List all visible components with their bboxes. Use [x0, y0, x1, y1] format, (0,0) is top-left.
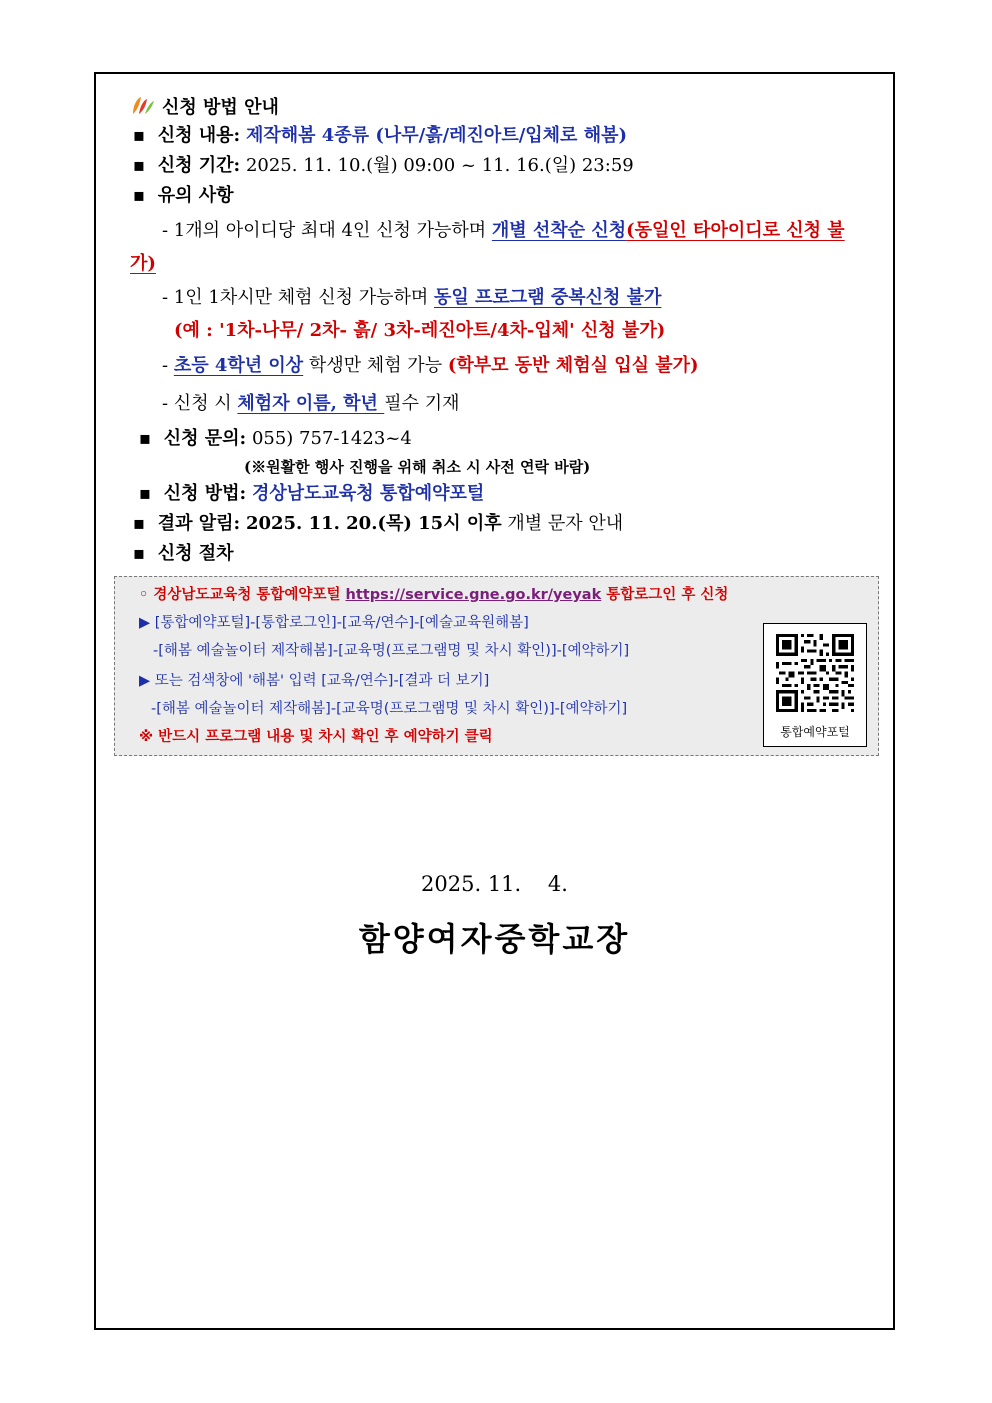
period-value: 2025. 11. 10.(월) 09:00 ~ 11. 16.(일) 23:59: [245, 155, 634, 176]
bullet: ▪: [138, 428, 152, 449]
panel-line-4: ▶ 또는 검색창에 '해봄' 입력 [교육/연수]-[결과 더 보기]: [139, 673, 490, 689]
bullet: ▪: [138, 483, 152, 504]
signature: 함양여자중학교장: [358, 920, 631, 958]
note-3-highlight: 초등 4학년 이상: [173, 355, 304, 376]
bullet: ▪: [132, 155, 146, 176]
panel-line-3: -[해봄 예술놀이터 제작해봄]-[교육명(프로그램명 및 차시 확인)]-[예약하기]: [153, 643, 630, 659]
note-2-highlight: 동일 프로그램 중복신청 불가: [433, 287, 662, 308]
portal-link[interactable]: https://service.gne.go.kr/yeyak: [345, 587, 602, 603]
note-4-highlight: 체험자 이름, 학년: [237, 393, 385, 414]
note-2: - 1인 1차시만 체험 신청 가능하며 동일 프로그램 중복신청 불가: [162, 287, 662, 308]
method-value: 경상남도교육청 통합예약포털: [251, 483, 485, 504]
content-row: ▪ 신청 내용: 제작해봄 4종류 (나무/흙/레진아트/입체로 해봄): [126, 124, 627, 148]
method-row: ▪ 신청 방법: 경상남도교육청 통합예약포털: [132, 482, 484, 506]
panel-line-5: -[해봄 예술놀이터 제작해봄]-[교육명(프로그램명 및 차시 확인)]-[예약하기]: [151, 701, 628, 717]
panel-line-2: ▶ [통합예약포털]-[통합로그인]-[교육/연수]-[예술교육원해봄]: [139, 615, 529, 631]
qr-label: 통합예약포털: [780, 725, 850, 739]
content-value: 제작해봄 4종류 (나무/흙/레진아트/입체로 해봄): [245, 125, 627, 146]
result-row: ▪ 결과 알림: 2025. 11. 20.(목) 15시 이후 개별 문자 안내: [126, 512, 623, 536]
inquiry-row: ▪ 신청 문의: 055) 757-1423~4: [132, 427, 412, 451]
panel-line-6: ※ 반드시 프로그램 내용 및 차시 확인 후 예약하기 클릭: [139, 729, 493, 745]
document-date: 2025. 11. 4.: [421, 872, 568, 896]
note-1-cont: 가): [130, 253, 156, 274]
qr-code-icon: [776, 634, 854, 712]
note-1: - 1개의 아이디당 최대 4인 신청 가능하며 개별 선착순 신청(동일인 타아이디로 신청 불: [162, 220, 845, 241]
inquiry-note: (※원활한 행사 진행을 위해 취소 시 사전 연락 바람): [244, 458, 591, 476]
document-frame: [94, 72, 895, 1330]
procedure-row: ▪ 신청 절차: [126, 542, 234, 566]
period-row: ▪ 신청 기간: 2025. 11. 10.(월) 09:00 ~ 11. 16.(일) 23:59: [126, 154, 634, 178]
note-1-highlight: 개별 선착순 신청: [491, 220, 627, 241]
procedure-panel: [114, 576, 879, 756]
bullet: ▪: [132, 543, 146, 564]
leaf-icon: [130, 94, 156, 116]
bullet: ▪: [132, 513, 146, 534]
bullet: ▪: [132, 185, 146, 206]
note-4: - 신청 시 체험자 이름, 학년 필수 기재: [162, 393, 460, 414]
note-2-example: (예 : '1차-나무/ 2차- 흙/ 3차-레진아트/4차-입체' 신청 불가): [174, 320, 666, 341]
bullet: ▪: [132, 125, 146, 146]
section-heading: 신청 방법 안내: [130, 94, 279, 120]
result-value: 2025. 11. 20.(목) 15시 이후: [245, 513, 502, 534]
qr-code-box[interactable]: [763, 623, 867, 747]
inquiry-phone: 055) 757-1423~4: [251, 428, 412, 449]
notes-row: ▪ 유의 사항: [126, 184, 234, 208]
panel-line-1: ◦ 경상남도교육청 통합예약포털 https://service.gne.go.kr/yeyak 통합로그인 후 신청: [139, 587, 729, 603]
note-3: - 초등 4학년 이상 학생만 체험 가능 (학부모 동반 체험실 입실 불가): [162, 355, 699, 376]
